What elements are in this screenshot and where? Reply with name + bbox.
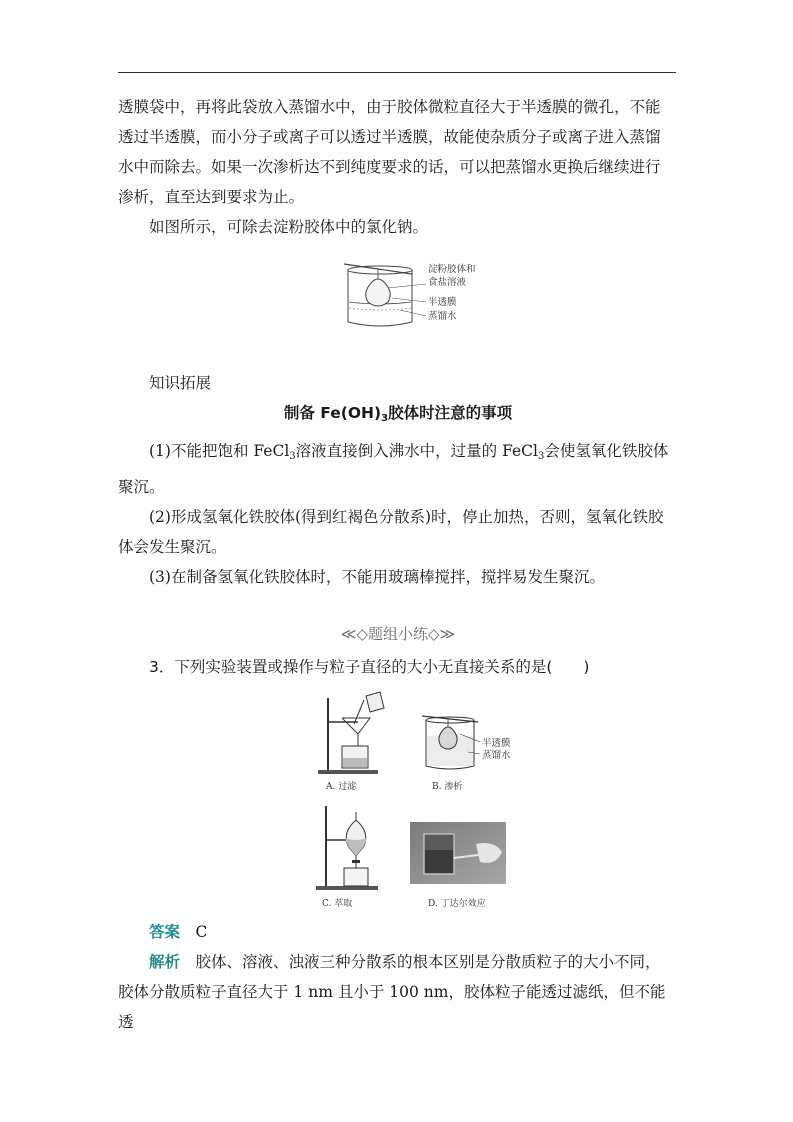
- option-b-membrane: 半透膜: [482, 738, 511, 749]
- figure-caption: 如图所示，可除去淀粉胶体中的氯化钠。: [149, 218, 429, 236]
- label-solution: 淀粉胶体和: [428, 264, 476, 275]
- intro-line-4: 渗析，直至达到要求为止。: [118, 188, 305, 206]
- knowledge-title: [118, 398, 678, 434]
- item1-sub: 3: [289, 451, 296, 462]
- option-b-dialysis: [420, 690, 530, 795]
- option-d-tyndall: [410, 822, 510, 914]
- title-post: 胶体时注意的事项: [388, 404, 513, 422]
- label-membrane: 半透膜: [428, 297, 457, 308]
- header-rule: [118, 72, 676, 73]
- option-b-caption: B. 渗析: [432, 782, 463, 792]
- title-sub: 3: [381, 413, 389, 424]
- analysis-line-1: [118, 947, 678, 977]
- option-a-caption: A. 过滤: [326, 782, 357, 792]
- answer-block: [118, 917, 678, 1037]
- intro-paragraph: [118, 92, 678, 242]
- item1-b: 溶液直接倒入沸水中，过量的 FeCl: [295, 442, 538, 460]
- option-b-water: 蒸馏水: [482, 750, 511, 761]
- dialysis-figure: [340, 258, 490, 330]
- answer-value: C: [195, 923, 208, 941]
- knowledge-item-1: [118, 436, 678, 472]
- question-block: [118, 652, 678, 682]
- knowledge-heading: 知识拓展: [149, 374, 212, 392]
- option-a-filtration: [312, 690, 422, 795]
- title-pre: 制备 Fe(OH): [283, 404, 382, 422]
- intro-line-2: 透过半透膜，而小分子或离子可以透过半透膜，故能使杂质分子或离子进入蒸馏: [118, 128, 661, 146]
- banner-right-ornament: ◇≫: [428, 625, 456, 643]
- analysis-label: 解析: [149, 953, 181, 971]
- item1-sub2: 3: [537, 451, 545, 462]
- knowledge-item-2: (2)形成氢氧化铁胶体(得到红褐色分散系)时，停止加热，否则，氢氧化铁胶: [149, 508, 664, 526]
- item1-a: (1)不能把饱和 FeCl: [149, 442, 290, 460]
- knowledge-item-2-line2: 体会发生聚沉。: [118, 538, 227, 556]
- option-c-extraction: [312, 802, 422, 912]
- answer-line: [118, 917, 678, 947]
- banner-title: 题组小练: [367, 625, 428, 643]
- option-d-caption: D. 丁达尔效应: [428, 899, 486, 909]
- practice-banner: [118, 622, 678, 646]
- label-solution-2: 食盐溶液: [428, 277, 467, 288]
- banner-left-ornament: ≪◇: [340, 625, 368, 643]
- intro-line-1: 透膜袋中，再将此袋放入蒸馏水中，由于胶体微粒直径大于半透膜的微孔，不能: [118, 98, 661, 116]
- knowledge-item-3: (3)在制备氢氧化铁胶体时，不能用玻璃棒搅拌，搅拌易发生聚沉。: [149, 568, 605, 586]
- label-water: 蒸馏水: [428, 311, 457, 322]
- knowledge-item-1-line2: 聚沉。: [118, 478, 165, 496]
- analysis-text-1: 胶体、溶液、浊液三种分散系的根本区别是分散质粒子的大小不同，: [195, 953, 661, 971]
- option-c-caption: C. 萃取: [322, 899, 353, 909]
- knowledge-section: [118, 368, 678, 592]
- analysis-line-2: 胶体分散质粒子直径大于 1 nm 且小于 100 nm，胶体粒子能透过滤纸，但不能透: [118, 983, 666, 1031]
- question-text: 3．下列实验装置或操作与粒子直径的大小无直接关系的是( ): [149, 658, 590, 676]
- intro-line-3: 水中而除去。如果一次渗析达不到纯度要求的话，可以把蒸馏水更换后继续进行: [118, 158, 661, 176]
- answer-label: 答案: [149, 923, 181, 941]
- item1-c: 会使氢氧化铁胶体: [544, 442, 669, 460]
